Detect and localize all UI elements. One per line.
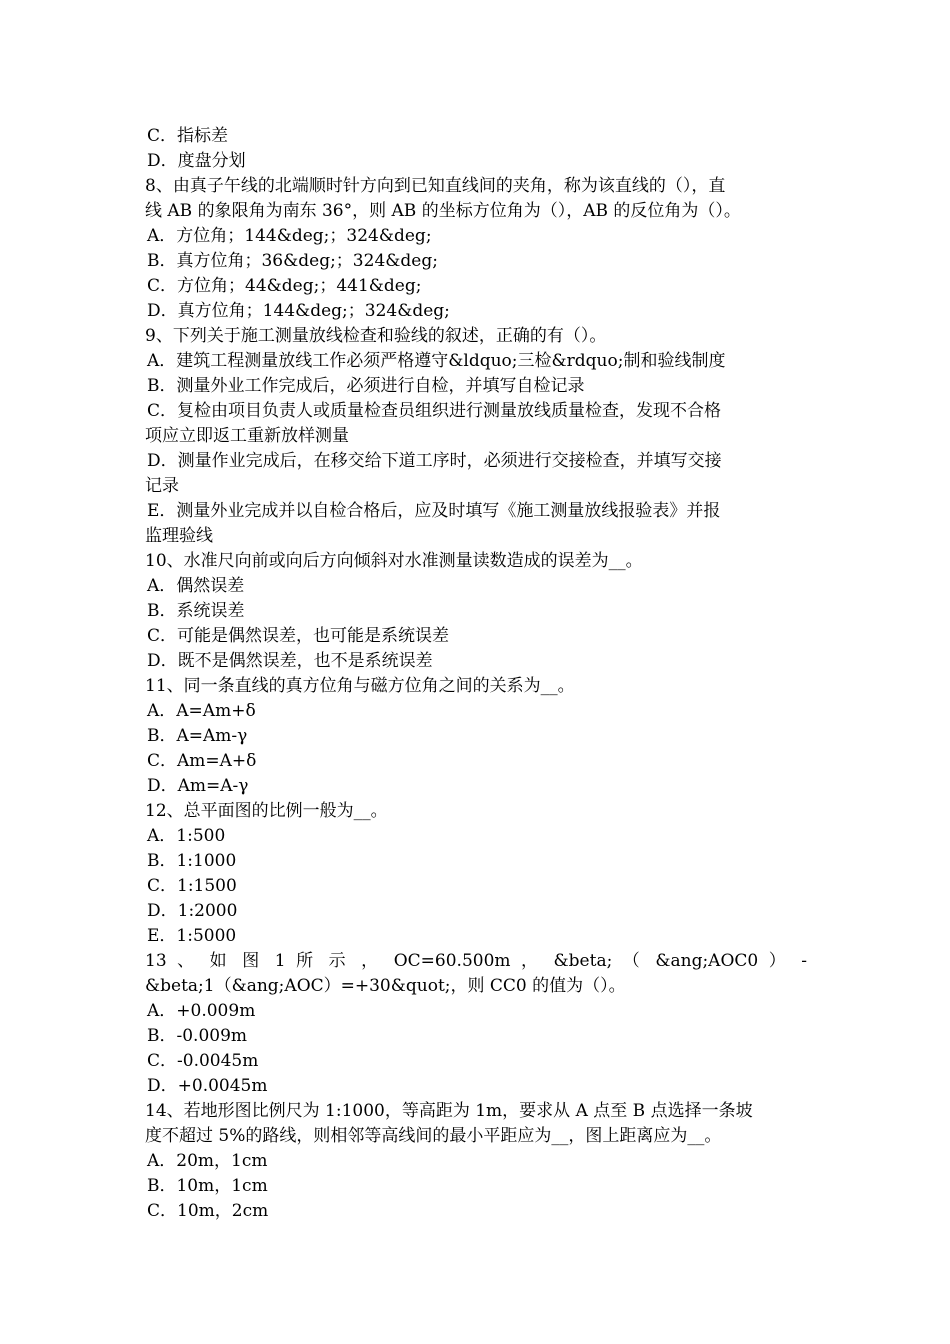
option-c-q8: C．方位角；44&deg;；441&deg;	[147, 276, 422, 296]
option-b-q10: B．系统误差	[147, 601, 245, 621]
question-13-line-2: &beta;1（&ang;AOC）=+30&quot;，则 CC0 的值为（）。	[145, 976, 626, 996]
option-c-q11: C．Am=A+δ	[147, 751, 257, 771]
question-8-line-2: 线 AB 的象限角为南东 36°，则 AB 的坐标方位角为（），AB 的反位角为（）。	[145, 201, 741, 221]
option-a-q11: A．A=Am+δ	[147, 701, 256, 721]
option-a-q13: A．+0.009m	[147, 1001, 256, 1021]
option-d-q13: D．+0.0045m	[147, 1076, 268, 1096]
option-c-q10: C．可能是偶然误差，也可能是系统误差	[147, 626, 450, 646]
option-b-q11: B．A=Am-γ	[147, 726, 248, 746]
question-11: 11、同一条直线的真方位角与磁方位角之间的关系为__。	[145, 676, 575, 696]
option-e-q9-line-2: 监理验线	[145, 526, 213, 546]
option-c-q13: C．-0.0045m	[147, 1051, 259, 1071]
option-a-q9: A．建筑工程测量放线工作必须严格遵守&ldquo;三检&rdquo;制和验线制度	[147, 351, 726, 371]
option-d-q10: D．既不是偶然误差，也不是系统误差	[147, 651, 433, 671]
question-12: 12、总平面图的比例一般为__。	[145, 801, 388, 821]
option-e-q12: E．1:5000	[147, 926, 237, 946]
question-9: 9、下列关于施工测量放线检查和验线的叙述，正确的有（）。	[145, 326, 607, 346]
option-d-q9-line-2: 记录	[145, 476, 179, 496]
option-b-q13: B．-0.009m	[147, 1026, 248, 1046]
option-a-q10: A．偶然误差	[147, 576, 245, 596]
question-13-line-1: 13 、 如 图 1 所 示 ， OC=60.500m ， &beta; （ &ang;AOC0 ） -	[145, 951, 807, 971]
option-a-q12: A．1:500	[147, 826, 226, 846]
option-c-q9-line-2: 项应立即返工重新放样测量	[145, 426, 349, 446]
question-8-line-1: 8、由真子午线的北端顺时针方向到已知直线间的夹角，称为该直线的（），直	[145, 176, 726, 196]
document-body	[145, 124, 807, 1224]
option-c-q14: C．10m，2cm	[147, 1201, 269, 1221]
option-b-q8: B．真方位角；36&deg;；324&deg;	[147, 251, 438, 271]
option-a-q8: A．方位角；144&deg;；324&deg;	[147, 226, 432, 246]
question-14-line-2: 度不超过 5%的路线，则相邻等高线间的最小平距应为__，图上距离应为__。	[145, 1126, 722, 1146]
option-d-q12: D．1:2000	[147, 901, 238, 921]
option-d-q7: D．度盘分划	[147, 151, 246, 171]
option-d-q8: D．真方位角；144&deg;；324&deg;	[147, 301, 450, 321]
option-e-q9-line-1: E．测量外业完成并以自检合格后，应及时填写《施工测量放线报验表》并报	[147, 501, 721, 521]
option-d-q9-line-1: D．测量作业完成后，在移交给下道工序时，必须进行交接检查，并填写交接	[147, 451, 722, 471]
option-c-q7: C．指标差	[147, 126, 229, 146]
option-c-q12: C．1:1500	[147, 876, 237, 896]
option-b-q12: B．1:1000	[147, 851, 237, 871]
option-c-q9-line-1: C．复检由项目负责人或质量检查员组织进行测量放线质量检查，发现不合格	[147, 401, 722, 421]
option-b-q14: B．10m，1cm	[147, 1176, 268, 1196]
question-10: 10、水准尺向前或向后方向倾斜对水准测量读数造成的误差为__。	[145, 551, 643, 571]
option-d-q11: D．Am=A-γ	[147, 776, 249, 796]
question-14-line-1: 14、若地形图比例尺为 1:1000，等高距为 1m，要求从 A 点至 B 点选择一条坡	[145, 1101, 753, 1121]
option-b-q9: B．测量外业工作完成后，必须进行自检，并填写自检记录	[147, 376, 585, 396]
option-a-q14: A．20m，1cm	[147, 1151, 268, 1171]
